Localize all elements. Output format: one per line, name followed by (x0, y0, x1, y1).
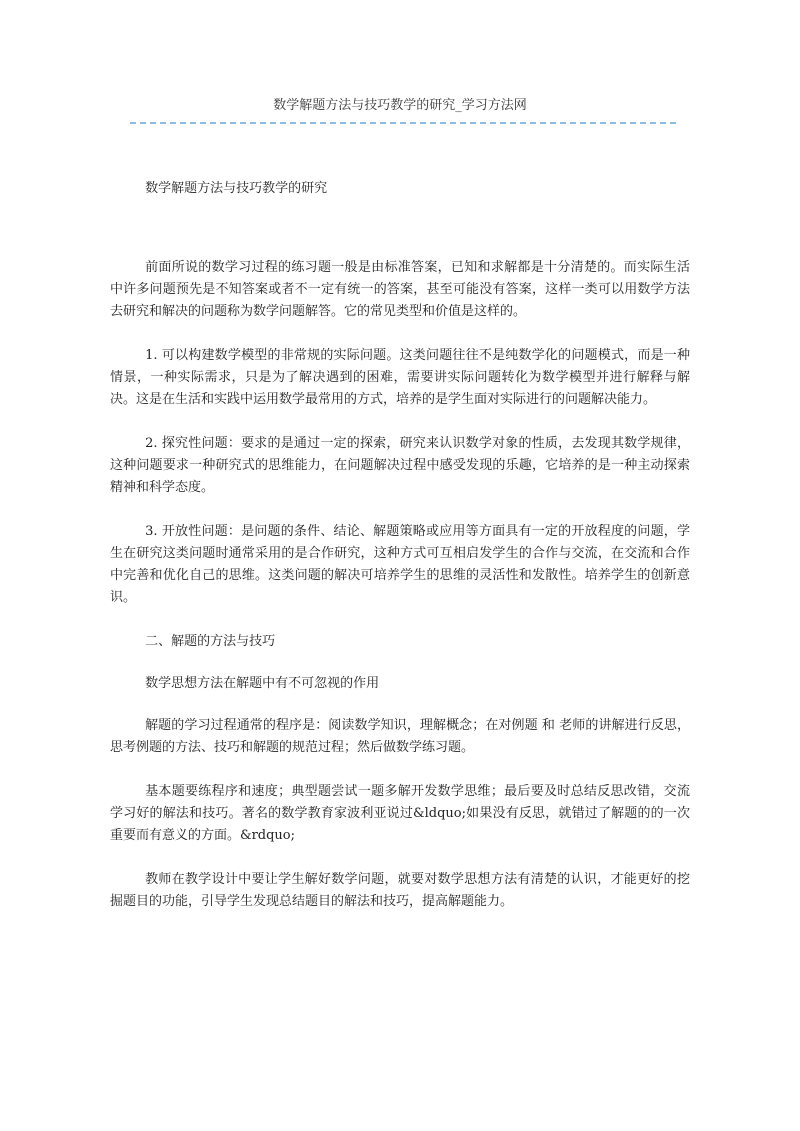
paragraph-learning-process: 解题的学习过程通常的程序是：阅读数学知识，理解概念；在对例题 和 老师的讲解进行反思，思考例题的方法、技巧和解题的规范过程；然后做数学练习题。 (110, 718, 690, 755)
paragraph-item-2: 2. 探究性问题：要求的是通过一定的探索，研究来认识数学对象的性质，去发现其数学规律，这种问题要求一种研究式的思维能力，在问题解决过程中感受发现的乐趣，它培养的是一种主动探索精神和科学态度。 (110, 436, 690, 495)
paragraph-thinking-methods: 数学思想方法在解题中有不可忽视的作用 (145, 676, 380, 691)
page-header-title: 数学解题方法与技巧教学的研究_学习方法网 (273, 98, 527, 113)
article-body (110, 178, 690, 913)
article-title: 数学解题方法与技巧教学的研究 (145, 181, 328, 196)
paragraph-item-1: 1. 可以构建数学模型的非常规的实际问题。这类问题往往不是纯数学化的问题模式，而是一种情景，一种实际需求，只是为了解决遇到的困难，需要讲实际问题转化为数学模型并进行解释与解决。这是在生活和实践中运用数学最常用的方式，培养的是学生面对实际进行的问题解决能力。 (110, 348, 690, 407)
paragraph-item-3: 3. 开放性问题：是问题的条件、结论、解题策略或应用等方面具有一定的开放程度的问题，学生在研究这类问题时通常采用的是合作研究，这种方式可互相启发学生的合作与交流，在交流和合作中完善和优化自己的思维。这类问题的解决可培养学生的思维的灵活性和发散性。培养学生的创新意识。 (110, 524, 690, 605)
header-dashed-divider (130, 122, 676, 124)
section-heading-methods: 二、解题的方法与技巧 (145, 634, 276, 649)
paragraph-teacher-design: 教师在教学设计中要让学生解好数学问题，就要对数学思想方法有清楚的认识，才能更好的挖掘题目的功能，引导学生发现总结题目的解法和技巧，提高解题能力。 (110, 872, 690, 909)
paragraph-practice: 基本题要练程序和速度；典型题尝试一题多解开发数学思维；最后要及时总结反思改错，交流学习好的解法和技巧。著名的数学教育家波利亚说过&ldquo;如果没有反思，就错过了解题的的一次重要而有意义的方面。&rdquo; (110, 784, 690, 843)
paragraph-intro: 前面所说的数学习过程的练习题一般是由标准答案，已知和求解都是十分清楚的。而实际生活中许多问题预先是不知答案或者不一定有统一的答案，甚至可能没有答案，这样一类可以用数学方法去研究和解决的问题称为数学问题解答。它的常见类型和价值是这样的。 (110, 260, 690, 319)
